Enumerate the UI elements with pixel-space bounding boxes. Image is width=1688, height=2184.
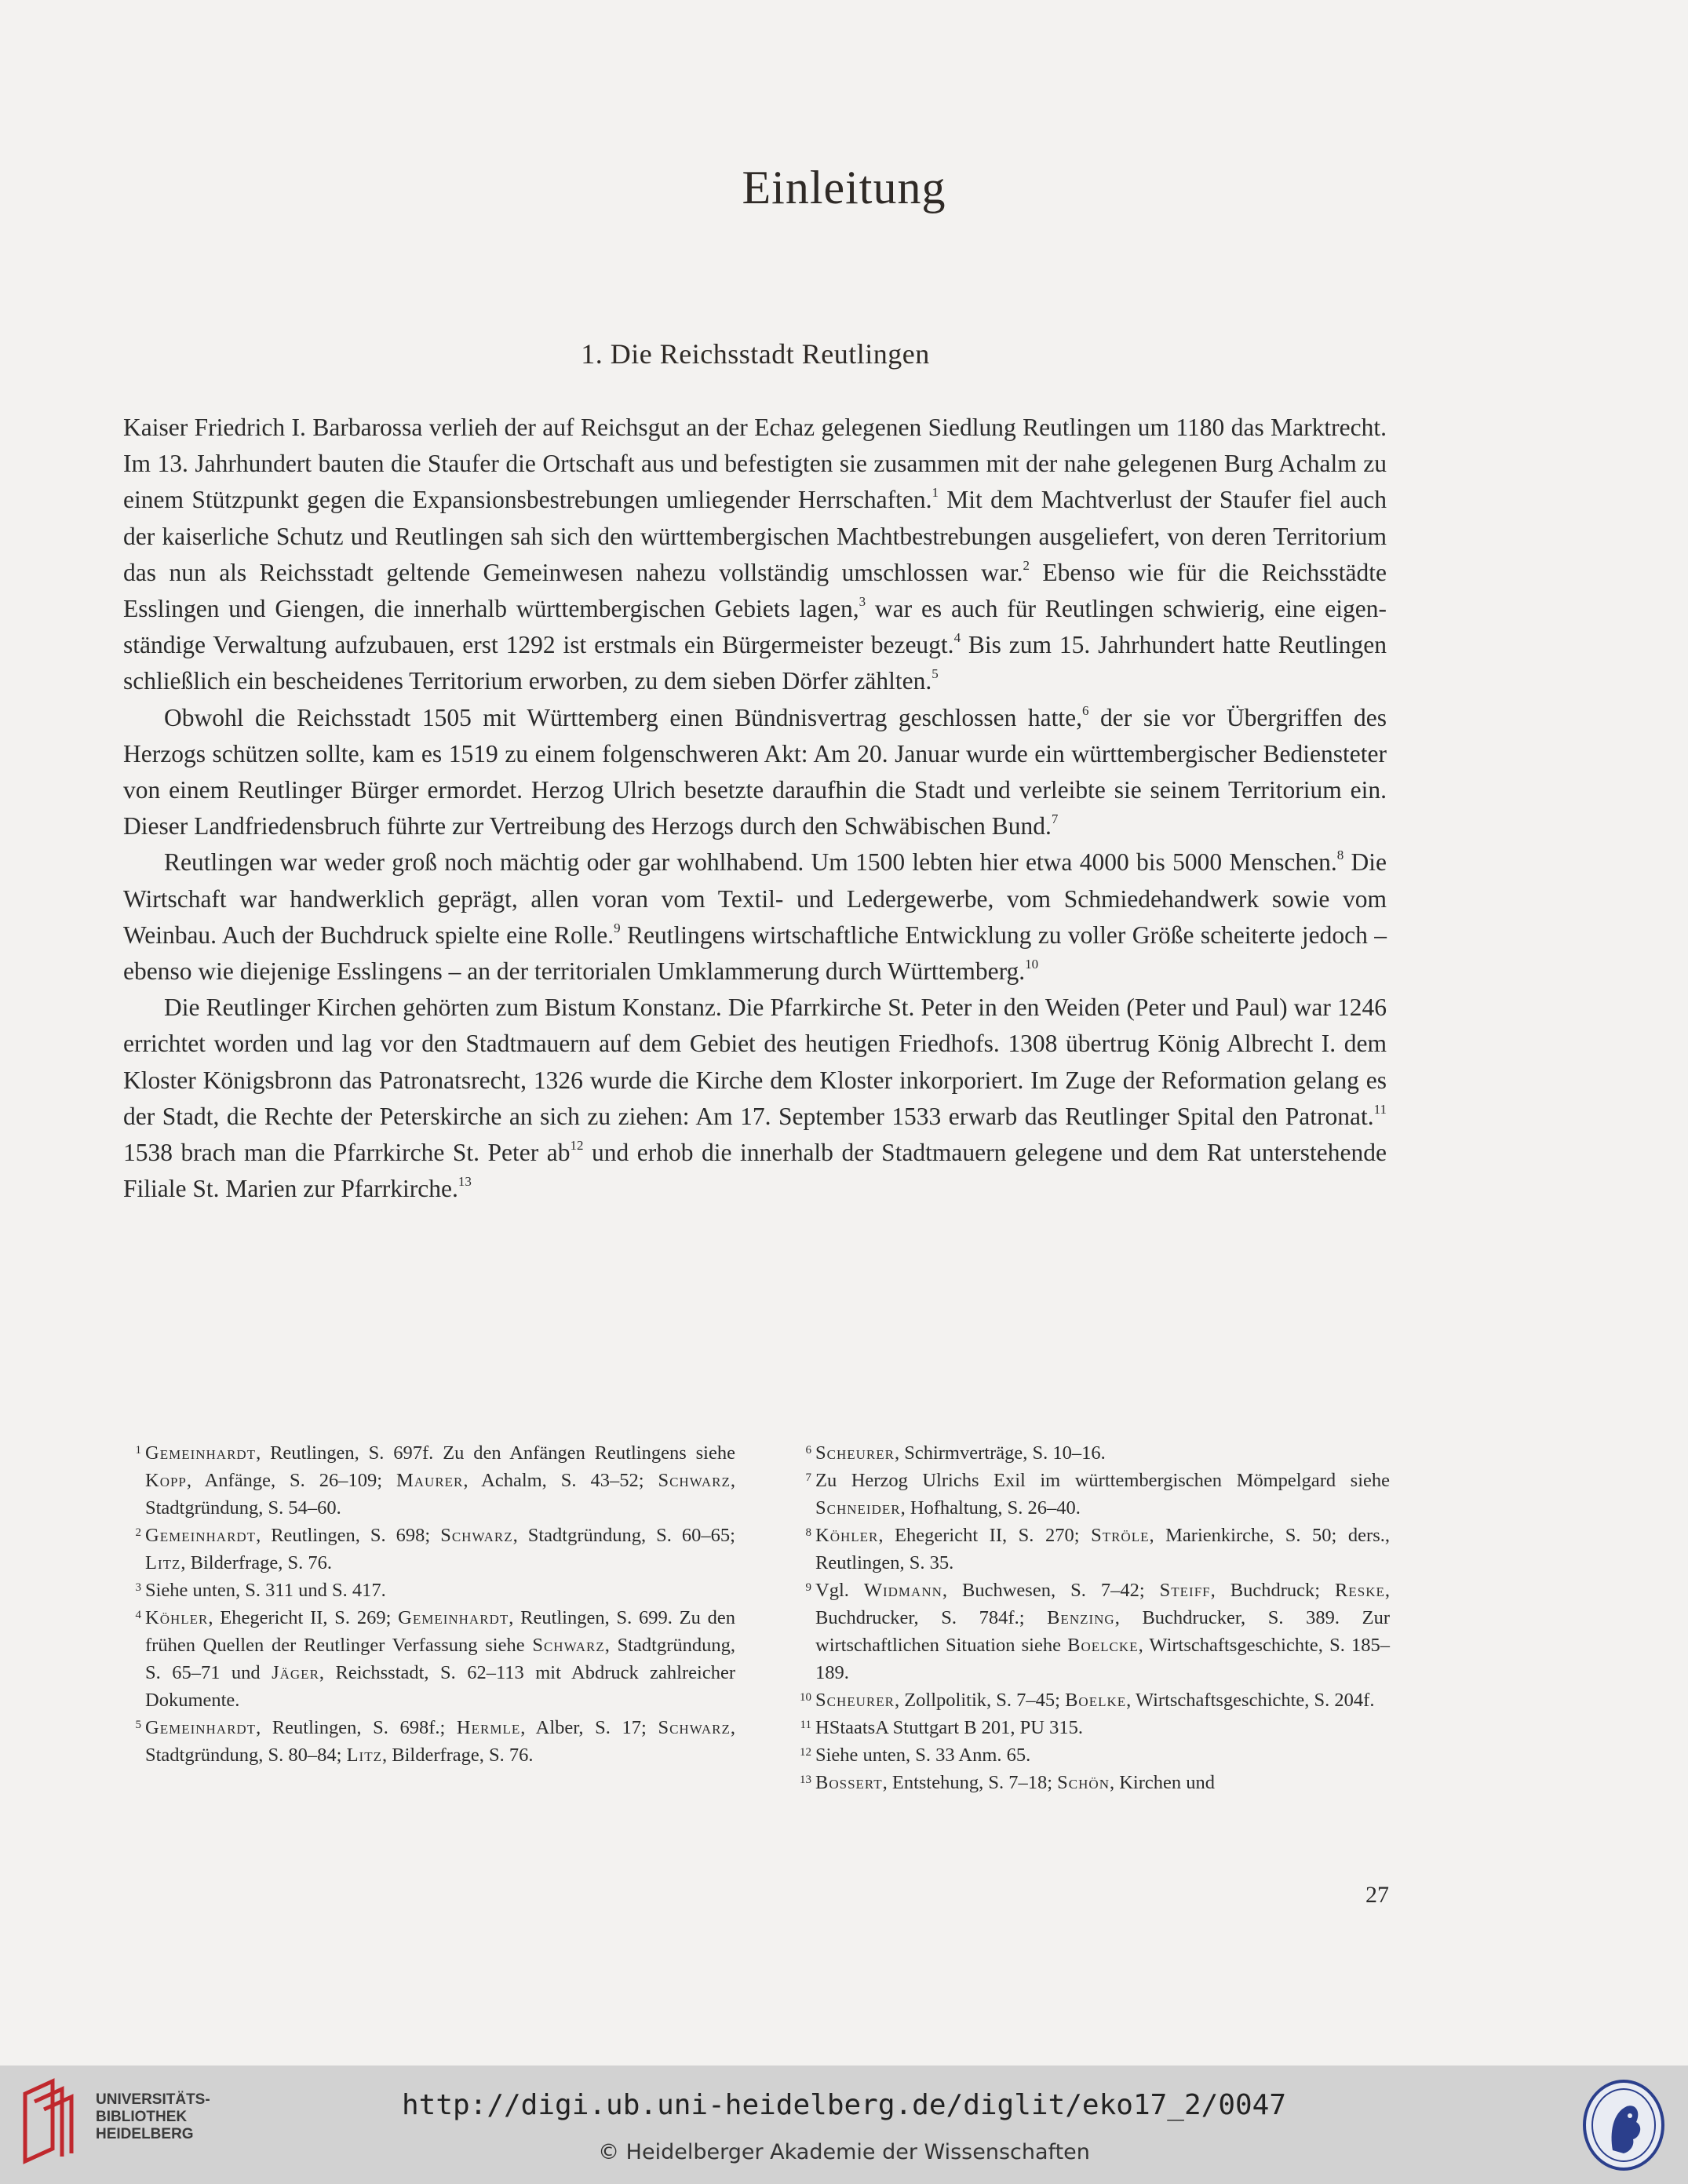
footnote-text: , Reutlingen, S. 698; — [256, 1525, 441, 1546]
footnote — [800, 1769, 1390, 1796]
footnote-text: , Bilderfrage, S. 76. — [382, 1745, 534, 1766]
footnote — [135, 1604, 735, 1714]
footnote-reference[interactable]: 1 — [931, 485, 939, 501]
paragraph-text: Kaiser Friedrich I. Barbarossa verlieh der auf Reichsgut an der Echaz gelegenen Siedlung Reutlingen um 1180 das Marktrecht. Im 13. Jahrhundert bauten die Staufer die Ortschaft aus und befestigten sie zusammen mit der nahe gelegenen Burg Achalm zu einem Stützpunkt gegen die Expansionsbestrebungen umliegender Herrschaften. — [123, 414, 1387, 514]
footnote-text: , Stadtgründung, S. 60–65; — [512, 1525, 735, 1546]
footnote-author: Litz — [145, 1552, 181, 1573]
footnote-text: , Reutlingen, S. 697f. Zu den Anfängen Reutlingens siehe — [256, 1442, 735, 1464]
footnote-text: , Buchdrucker, S. 389. Zur wirtschaftlichen Situation siehe — [815, 1607, 1390, 1656]
footnote-author: Schwarz — [440, 1525, 513, 1546]
footnote-author: Gemeinhardt — [145, 1525, 257, 1546]
body-paragraph — [123, 410, 1387, 700]
footnote-author: Maurer — [396, 1470, 464, 1491]
footnote-author: Litz — [346, 1745, 382, 1766]
footnote-text: , Ehegericht II, S. 269; — [208, 1607, 399, 1628]
footnote-reference[interactable]: 4 — [953, 630, 961, 646]
footnote-author: Schön — [1057, 1772, 1110, 1793]
footnote-text: , Stadtgründung, S. 54–60. — [145, 1470, 735, 1519]
footnote — [805, 1439, 1390, 1467]
footnote-number: 5 — [135, 1719, 141, 1731]
page-title: Einleitung — [742, 162, 946, 213]
footnote-reference[interactable]: 6 — [1082, 702, 1089, 718]
paragraph-text: Die Reutlinger Kirchen gehörten zum Bistum Konstanz. Die Pfarrkirche St. Peter in den Weiden (Peter und Paul) war 1246 errichtet worden und lag vor den Stadtmauern auf dem Gebiet des heutigen Friedhofs. 1308 übertrug König Albrecht I. dem Kloster Königsbronn das Patronatsrecht, 1326 wurde die Kirche dem Kloster inkorporiert. Im Zuge der Reformation gelang es der Stadt, die Rechte der Peterskirche an sich zu ziehen: Am 17. September 1533 erwarb das Reutlinger Spital den Patronat. — [123, 994, 1387, 1130]
footnote-author: Schwarz — [658, 1470, 731, 1491]
section-heading: 1. Die Reichsstadt Reutlingen — [581, 338, 930, 370]
library-name-line: UNIVERSITÄTS- — [96, 2091, 210, 2108]
paragraph-text: Mit dem Machtverlust der Staufer fiel auch der kaiserliche Schutz und Reutlingen sah sich den württembergischen Machtbestrebungen ausgeliefert, von deren Territorium das nun als Reichsstadt geltende Gemeinwesen nahezu vollständig umschlossen war. — [123, 486, 1387, 586]
footnote-author: Ströle — [1091, 1525, 1150, 1546]
footnote-text: , Bilderfrage, S. 76. — [180, 1552, 332, 1573]
footnote-number: 9 — [805, 1581, 811, 1594]
footnote-author: Köhler — [145, 1607, 209, 1628]
footnote-text: , Buchdruck; — [1210, 1580, 1336, 1601]
library-name-line: BIBLIOTHEK — [96, 2109, 188, 2125]
footnote-text: , Kirchen und — [1109, 1772, 1216, 1793]
footnote-text: Siehe unten, S. 311 und S. 417. — [145, 1580, 386, 1601]
footnote-number: 4 — [135, 1609, 141, 1621]
paragraph-text: 1538 brach man die Pfarrkirche St. Peter ab — [123, 1139, 571, 1167]
footnote-reference[interactable]: 7 — [1051, 811, 1059, 827]
footnote-text: , Reutlingen, S. 699. Zu den frühen Quellen der Reutlinger Verfassung siehe — [145, 1607, 735, 1656]
footnote-number: 7 — [805, 1471, 811, 1484]
paragraph-text: Obwohl die Reichsstadt 1505 mit Württemberg einen Bündnisvertrag geschlossen hatte, — [164, 703, 1082, 731]
footnote-reference[interactable]: 5 — [931, 666, 939, 682]
footnote-number: 1 — [135, 1444, 141, 1457]
footnote-author: Steiff — [1159, 1580, 1211, 1601]
footnote-author: Reske — [1335, 1580, 1385, 1601]
footnote — [805, 1577, 1391, 1686]
academy-seal-icon[interactable] — [1581, 2078, 1666, 2172]
body-paragraph — [123, 990, 1387, 1207]
footnote-text: Siehe unten, S. 33 Anm. 65. — [815, 1745, 1031, 1766]
footnote-text: , Buchwesen, S. 7–42; — [942, 1580, 1160, 1601]
footnote — [800, 1686, 1390, 1714]
footnote-author: Widmann — [863, 1580, 942, 1601]
paragraph-text: Reutlingen war weder groß noch mächtig oder gar wohlhabend. Um 1500 lebten hier etwa 4000 bis 5000 Menschen. — [164, 848, 1337, 877]
footnote-text: , Stadtgründung, S. 80–84; — [145, 1717, 735, 1766]
footnote-author: Scheurer — [815, 1442, 895, 1464]
footnote-reference[interactable]: 8 — [1336, 848, 1344, 863]
footnote-text: , Wirtschaftsgeschichte, S. 204f. — [1126, 1690, 1375, 1711]
footnote-author: Gemeinhardt — [145, 1442, 257, 1464]
footnote-reference[interactable]: 10 — [1025, 957, 1039, 972]
footnote — [800, 1741, 1390, 1769]
body-text — [123, 410, 1387, 1207]
footnote-author: Gemeinhardt — [145, 1717, 257, 1738]
footnote-author: Boelke — [1065, 1690, 1127, 1711]
paragraph-text: Bis zum 15. Jahrhundert hatte Reutlingen schließlich ein bescheidenes Territorium erworben, zu dem sieben Dörfer zählten. — [123, 631, 1387, 695]
footnote-text: , Stadtgründung, S. 65–71 und — [145, 1635, 735, 1683]
paragraph-text: der sie vor Übergriffen des Herzogs schützen sollte, kam es 1519 zu einem folgenschweren Akt: Am 20. Januar wurde ein württembergischer Bediensteter von einem Reutlinger Bürger ermordet. Herzog Ulrich besetzte daraufhin die Stadt und verleibte sie seinem Territorium ein. Dieser Landfriedensbruch führte zur Vertreibung des Herzogs durch den Schwäbischen Bund. — [123, 703, 1387, 840]
footnote-reference[interactable]: 9 — [614, 920, 621, 935]
document-url-link[interactable]: http://digi.ub.uni-heidelberg.de/diglit/eko17_2/0047 — [401, 2089, 1287, 2121]
paragraph-text: Reutlingens wirtschaftliche Entwicklung zu voller Größe scheiterte jedoch – ebenso wie diejenige Esslingens – an der territorialen Umklammerung durch Württemberg. — [123, 921, 1387, 986]
footnote-text: , Marienkirche, S. 50; ders., Reutlingen, S. 35. — [815, 1525, 1390, 1573]
footnote — [805, 1522, 1390, 1577]
footnote-reference[interactable]: 12 — [570, 1138, 584, 1154]
footnote-author: Schwarz — [532, 1635, 605, 1656]
footnote-author: Hermle — [456, 1717, 521, 1738]
footnote-text: , Hofhaltung, S. 26–40. — [900, 1497, 1081, 1519]
viewer-footer — [0, 2066, 1688, 2184]
paragraph-text: Die Wirtschaft war handwerklich geprägt, allen voran vom Textil- und Ledergewerbe, vom Schmiedehandwerk sowie vom Weinbau. Auch der Buchdruck spielte eine Rolle. — [123, 848, 1387, 949]
footnote-reference[interactable]: 11 — [1373, 1101, 1387, 1117]
footnote-number: 13 — [800, 1774, 811, 1786]
footnote-author: Bossert — [815, 1772, 883, 1793]
footnote-text: Vgl. — [815, 1580, 864, 1601]
footnote-text: , Entstehung, S. 7–18; — [882, 1772, 1058, 1793]
page-number: 27 — [1365, 1882, 1389, 1908]
library-name-line: HEIDELBERG — [96, 2126, 194, 2142]
footnote-author: Jäger — [272, 1662, 319, 1683]
footnote-author: Scheurer — [815, 1690, 895, 1711]
footnote-text: , Reutlingen, S. 698f.; — [256, 1717, 457, 1738]
footnote — [135, 1714, 735, 1769]
footnote-text: , Ehegericht II, S. 270; — [878, 1525, 1092, 1546]
footnote — [800, 1714, 1390, 1741]
footnote-author: Schneider — [815, 1497, 901, 1519]
footnote — [805, 1467, 1390, 1522]
footnote-text: Zu Herzog Ulrichs Exil im württembergischen Mömpelgard siehe — [815, 1470, 1390, 1491]
footnote-author: Benzing — [1047, 1607, 1115, 1628]
footnote-text: , Alber, S. 17; — [520, 1717, 658, 1738]
footnote-number: 11 — [800, 1719, 811, 1731]
footnotes-right-column — [800, 1439, 1391, 1796]
footnotes-left-column — [135, 1439, 735, 1769]
footnote-author: Köhler — [815, 1525, 879, 1546]
footnote-text: , Wirtschaftsgeschichte, S. 185–189. — [815, 1635, 1390, 1683]
footnote-text: , Zollpolitik, S. 7–45; — [894, 1690, 1066, 1711]
body-paragraph — [123, 700, 1387, 845]
footnote-number: 12 — [800, 1746, 811, 1759]
footnote-author: Schwarz — [658, 1717, 731, 1738]
footnote-text: , Schirmverträge, S. 10–16. — [894, 1442, 1106, 1464]
footnote-number: 6 — [805, 1444, 811, 1457]
footnote-author: Boelcke — [1067, 1635, 1139, 1656]
footnote-text: , Buchdrucker, S. 784f.; — [815, 1580, 1391, 1628]
footnote-text: , Reichsstadt, S. 62–113 mit Abdruck zahlreicher Dokumente. — [145, 1662, 735, 1711]
copyright-notice: © Heidelberger Akademie der Wissenschaften — [598, 2140, 1090, 2164]
footnote-reference[interactable]: 13 — [458, 1174, 472, 1190]
footnote-reference[interactable]: 3 — [859, 594, 866, 610]
footnote-reference[interactable]: 2 — [1023, 557, 1030, 573]
footnote-number: 8 — [805, 1526, 811, 1539]
footnote-text: HStaatsA Stuttgart B 201, PU 315. — [815, 1717, 1083, 1738]
footnote-number: 10 — [800, 1691, 811, 1704]
footnote — [135, 1439, 735, 1522]
footnote — [135, 1577, 735, 1604]
paragraph-text: Ebenso wie für die Reichsstädte Esslingen und Giengen, die innerhalb württembergischen Gebiets lagen, — [123, 558, 1387, 623]
footnote — [135, 1522, 735, 1577]
paragraph-text: und erhob die innerhalb der Stadtmauern gelegene und dem Rat unterstehende Filiale St. Marien zur Pfarrkirche. — [123, 1139, 1387, 1203]
footnote-number: 2 — [135, 1526, 141, 1539]
body-paragraph — [123, 844, 1387, 990]
paragraph-text: war es auch für Reutlingen schwierig, eine eigenständige Verwaltung aufzubauen, erst 1292 ist erstmals ein Bürgermeister bezeugt. — [123, 595, 1387, 659]
footnote-author: Gemeinhardt — [398, 1607, 509, 1628]
footnote-text: , Anfänge, S. 26–109; — [186, 1470, 396, 1491]
footnote-text: , Achalm, S. 43–52; — [463, 1470, 658, 1491]
footnote-author: Kopp — [145, 1470, 187, 1491]
footnote-number: 3 — [135, 1581, 141, 1594]
